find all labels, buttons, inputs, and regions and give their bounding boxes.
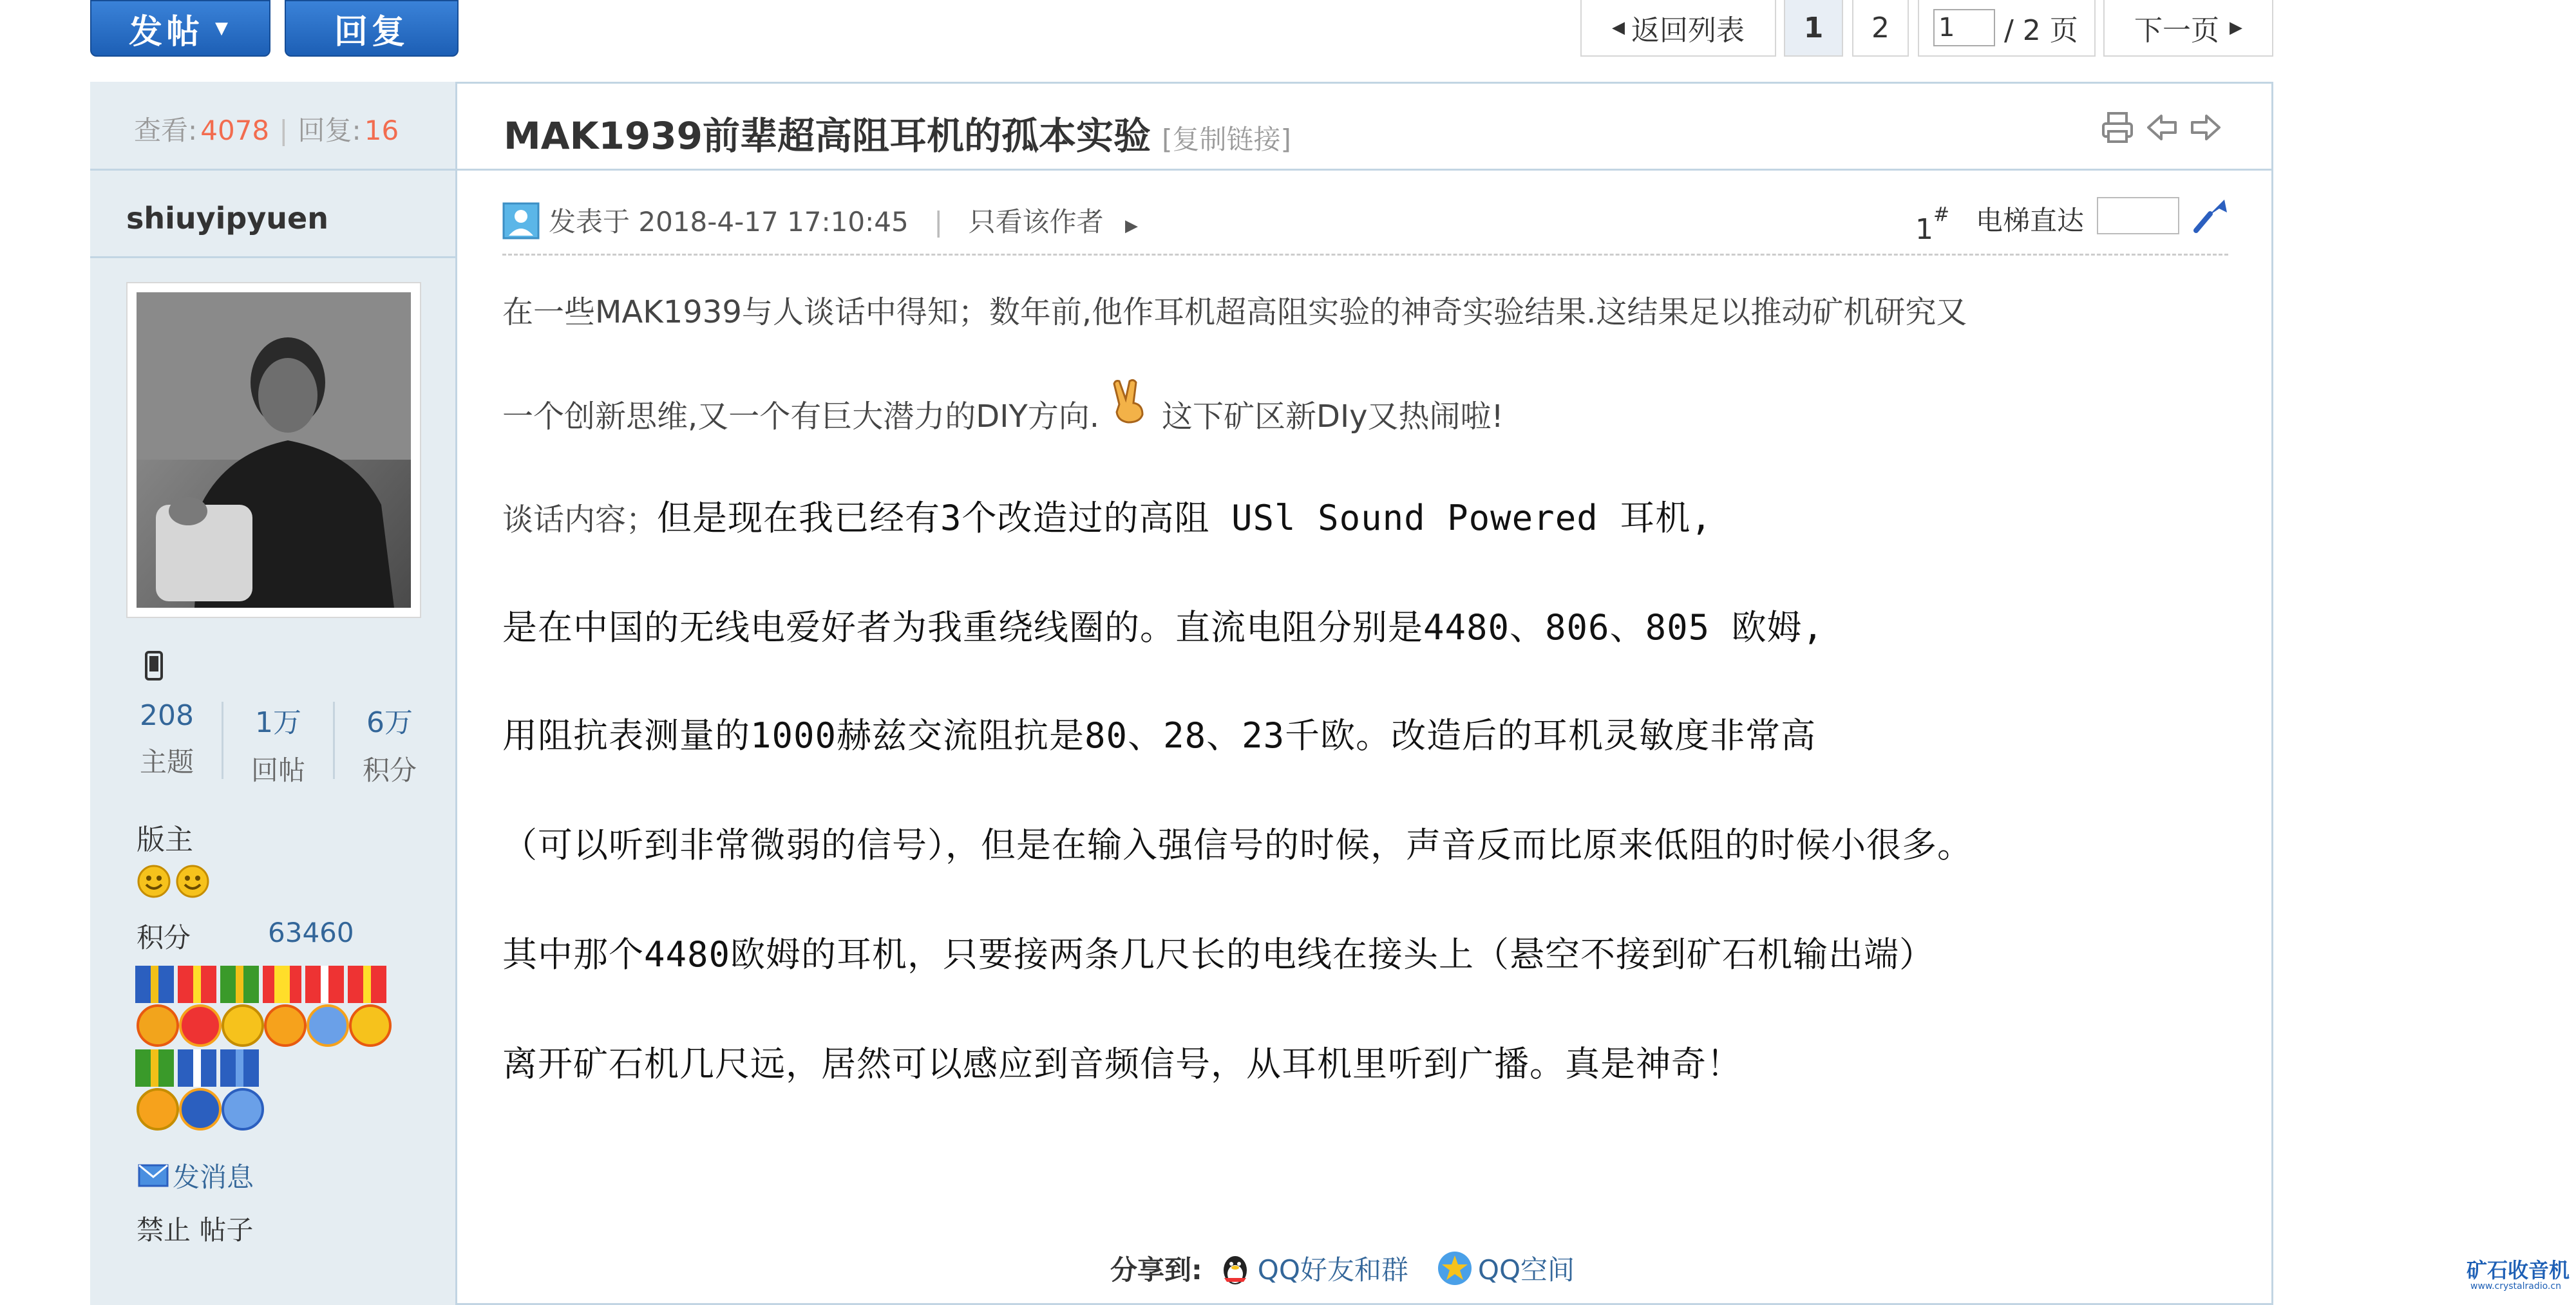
copy-link[interactable]: [复制链接] <box>1162 124 1291 155</box>
header-divider <box>90 169 2273 171</box>
medal-icon <box>307 1004 349 1047</box>
post-line-big: 是在中国的无线电爱好者为我重绕线圈的。直流电阻分别是4480、806、805 欧姆, <box>502 607 1824 648</box>
medal-icon <box>349 1004 392 1047</box>
page-1-label: 1 <box>1803 11 1824 44</box>
author-name[interactable]: shiuyipyuen <box>126 201 329 236</box>
page-2-label: 2 <box>1871 11 1889 44</box>
floor-jump-input[interactable] <box>2097 197 2179 234</box>
post-line-big: 但是现在我已经有3个改造过的高阻 USl Sound Powered 耳机, <box>657 498 1712 538</box>
jump-label: 电梯直达 <box>1976 205 2085 236</box>
floor-sup: # <box>1933 203 1950 226</box>
qzone-star-icon <box>1437 1250 1473 1286</box>
back-to-list-label: 返回列表 <box>1631 14 1745 47</box>
smiley-icon <box>137 864 171 899</box>
meta-separator: | <box>934 206 943 238</box>
online-status-icon <box>502 202 540 242</box>
medal-icon <box>179 1004 222 1047</box>
thread-stats <box>134 109 399 148</box>
previous-thread-icon[interactable] <box>2146 111 2179 147</box>
medal-icon <box>222 1004 264 1047</box>
post-meta <box>549 201 1138 239</box>
author-rank: 版主 <box>137 823 193 856</box>
share-qq-friends-button[interactable] <box>1218 1249 1408 1288</box>
post-line: 在一些MAK1939与人谈话中得知；数年前,他作耳机超高阻实验的神奇实验结果.这结果足以推动矿机研究又 <box>502 294 1967 330</box>
page-2-link[interactable] <box>1852 0 1909 57</box>
post-line-big: （可以听到非常微弱的信号），但是在输入强信号的时候，声音反而比原来低阻的时候小很多。 <box>502 825 1973 865</box>
new-post-button[interactable] <box>90 0 270 57</box>
send-message-label: 发消息 <box>173 1161 254 1193</box>
medal-icon <box>179 1088 222 1131</box>
share-qzone-label: QQ空间 <box>1477 1254 1575 1286</box>
stat-divider <box>333 702 335 779</box>
stat-topics[interactable] <box>118 699 215 788</box>
replies-label: 回复: <box>298 115 361 146</box>
medal-icon <box>137 1088 179 1131</box>
reply-label: 回复 <box>334 12 409 52</box>
avatar[interactable] <box>126 282 421 618</box>
chevron-down-icon: ▼ <box>215 19 232 38</box>
medal-icon <box>137 1004 179 1047</box>
thread-title: MAK1939前辈超高阻耳机的孤本实验 <box>504 114 1151 158</box>
stat-label: 主题 <box>139 746 194 778</box>
stat-value: 6万 <box>366 706 413 739</box>
author-name-divider <box>90 256 457 258</box>
chevron-right-icon: ▶ <box>2230 18 2242 37</box>
envelope-icon <box>138 1164 169 1187</box>
next-thread-icon[interactable] <box>2188 111 2222 147</box>
stat-replies[interactable] <box>230 699 327 788</box>
ban-posts-link[interactable]: 禁止 帖子 <box>137 1214 254 1246</box>
qq-penguin-icon <box>1218 1251 1253 1286</box>
stat-divider <box>222 702 223 779</box>
page-1-link[interactable] <box>1784 0 1843 57</box>
thread-title-row <box>504 106 1291 160</box>
post-date: 发表于 2018-4-17 17:10:45 <box>549 206 909 238</box>
next-page-link[interactable] <box>2103 0 2273 57</box>
share-label: 分享到: <box>1110 1254 1202 1286</box>
author-stats <box>118 699 438 788</box>
rank-stars <box>137 864 210 899</box>
site-watermark-url: www.crystalradio.cn <box>2470 1281 2561 1291</box>
page-total-label: / 2 页 <box>2004 14 2078 47</box>
smiley-icon <box>175 864 210 899</box>
stat-value: 1万 <box>255 706 301 739</box>
stat-value: 208 <box>140 699 194 732</box>
send-message-link[interactable] <box>138 1156 254 1195</box>
post-line-big: 离开矿石机几尺远，居然可以感应到音频信号，从耳机里听到广播。真是神奇！ <box>502 1044 1742 1084</box>
post-divider <box>502 254 2228 256</box>
medal-icon <box>222 1088 264 1131</box>
author-only-link[interactable]: 只看该作者 <box>968 206 1104 238</box>
reply-button[interactable] <box>285 0 459 57</box>
new-post-label: 发帖 <box>128 12 204 52</box>
post-line-big: 其中那个4480欧姆的耳机，只要接两条几尺长的电线在接头上（悬空不接到矿石机输出端） <box>502 934 1935 975</box>
views-label: 查看: <box>134 115 198 146</box>
floor-number <box>1915 203 1950 246</box>
next-page-label: 下一页 <box>2134 14 2219 47</box>
stat-label: 回帖 <box>251 755 305 786</box>
share-qzone-button[interactable] <box>1437 1249 1575 1288</box>
chevron-left-icon: ◀ <box>1612 18 1625 37</box>
caret-right-icon: ▶ <box>1124 216 1138 236</box>
jump-go-icon[interactable] <box>2191 194 2230 238</box>
stat-points[interactable] <box>341 699 438 788</box>
talk-prefix: 谈话内容； <box>502 502 658 538</box>
points-value: 63460 <box>268 917 354 948</box>
mobile-phone-icon <box>144 650 164 684</box>
page-jump <box>1918 0 2096 57</box>
page-number-input[interactable] <box>1933 9 1995 46</box>
print-icon[interactable] <box>2101 111 2134 147</box>
stats-separator: | <box>279 115 289 146</box>
replies-count: 16 <box>364 115 399 146</box>
share-bar <box>1110 1249 1575 1288</box>
stat-label: 积分 <box>362 755 417 786</box>
site-watermark: 矿石收音机 <box>2467 1258 2570 1282</box>
post-line: 一个创新思维,又一个有巨大潜力的DIY方向. <box>502 399 1099 435</box>
medal-icon <box>264 1004 307 1047</box>
points-label: 积分 <box>137 922 191 953</box>
post-line: 这下矿区新DIy又热闹啦! <box>1162 399 1504 435</box>
views-count: 4078 <box>200 115 270 146</box>
post-line-big: 用阻抗表测量的1000赫兹交流阻抗是80、28、23千欧。改造后的耳机灵敏度非常高 <box>502 715 1817 756</box>
floor-num: 1 <box>1915 212 1933 246</box>
victory-hand-emoji <box>1110 379 1146 426</box>
share-qq-friends-label: QQ好友和群 <box>1257 1254 1408 1286</box>
medals <box>135 966 419 1127</box>
post-talk-line <box>502 491 1712 540</box>
back-to-list-link[interactable] <box>1580 0 1776 57</box>
